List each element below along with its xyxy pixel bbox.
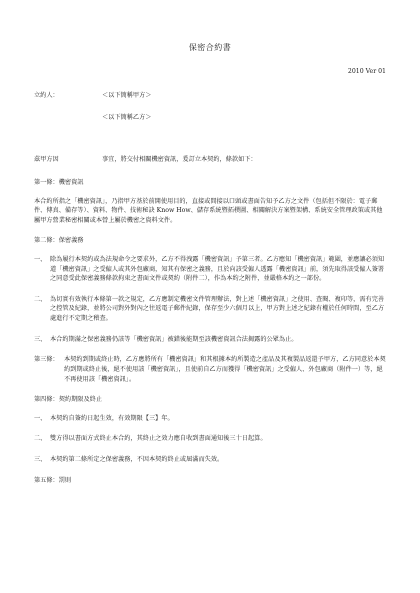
article-4-item [34,455,386,465]
article-3-text: 本契約到期或終止時，乙方應將所有「機密資訊」和其根據本約所製造之產品及其複製品返還予甲方，乙方同意於本契約到期或終止後，絕不使用該「機密資訊」，且使前自乙方而獲得「機密資訊」之受僱人、外包廠商（附件一）等，絕不再使用該「機密資訊」。 [64,356,386,383]
article-1-title: 第一條：機密資訊 [34,179,84,186]
item-number: 一、 [34,414,47,422]
article-3 [34,355,386,384]
item-number: 三、 [34,335,47,343]
preamble-label: 茲甲方因 [34,156,59,163]
article-3-number: 第三條： [34,356,59,364]
article-1-text: 本合約所指之「機密資訊」，乃指甲方基於前開使用目的，直接或間接以口頭或書面告知予乙方之文件（包括但不限於：電子郵件、傳真、備存等）、資料、物件、技術秘訣 Know How、儲存系統暨拓樸圖、相關解決方案暨架構、系統安全管理政策或其他屬甲方營業秘密相關或本營上屬於機密之資料文件。 [34,197,383,224]
article-5-title: 第五條：罰則 [34,476,72,484]
item-number: 二、 [34,435,47,443]
version-label: 2010 Ver 01 [347,68,386,75]
preamble [34,155,386,165]
item-number: 一、 [34,256,47,264]
article-4-title: 第四條：契約期限及終止 [34,396,103,404]
contract-sections [34,178,386,494]
article-1-body [34,197,386,226]
article-2-title: 第二條：保密義務 [34,237,84,245]
item-text: 本契約第二條所定之保密義務，不因本契約終止或屆滿而失效。 [50,455,224,463]
party-label: 立約人： [34,92,59,100]
item-text: 本合約期滿之保密義務仍該等「機密資訊」被錯後能期至該機密資訊合法揭露的公眾為止。 [50,335,298,343]
preamble-text: 事宜，將交付相關機密資訊，爰訂立本契約，條款如下： [102,156,257,163]
item-number: 三、 [34,455,47,463]
party-row-a [34,85,386,107]
item-text: 除為履行本契約或為法規命令之要求外，乙方不得洩露「機密資訊」予第三者。乙方應知「機密資訊」範圍，並應讓必須知道「機密資訊」之受僱人或其外包廠商，知其有保密之義務，且於向該受僱人透露「機密資訊」前，須先取得該受僱人簽署之同意受此保密義務條款拘束之書面文件或契約（附件二），作為本約之附件，並嚴格本約之一部份。 [50,256,385,283]
party-b-placeholder: ＜以下簡稱乙方＞ [102,114,152,122]
item-text: 為切實有效執行本條第一款之規定，乙方應制定機密文件管理辦法，對上述「機密資訊」之使用、查閱、複印等，需有完善之控管及紀錄，並將公司對外對內之往返電子郵件紀錄，保存至少六個月以上，甲方對上述之紀錄有權於任何時間，至乙方處進行不定期之稽查。 [50,295,385,323]
document-title: 保密合約書 [188,43,232,52]
article-4-item [34,434,386,444]
party-a-placeholder: ＜以下簡稱甲方＞ [102,92,152,100]
article-2-item [34,255,386,284]
parties-block [34,85,386,129]
article-4-item [34,414,386,424]
article-2-item [34,335,386,345]
item-number: 二、 [34,295,47,303]
article-2-item [34,295,386,324]
party-row-b [34,107,386,129]
item-text: 本契約自簽約日起生效，有效期限【三】年。 [50,414,174,422]
item-text: 雙方得以書面方式終止本合約，其終止之效力應自收到書面通知後三十日起算。 [50,435,267,443]
